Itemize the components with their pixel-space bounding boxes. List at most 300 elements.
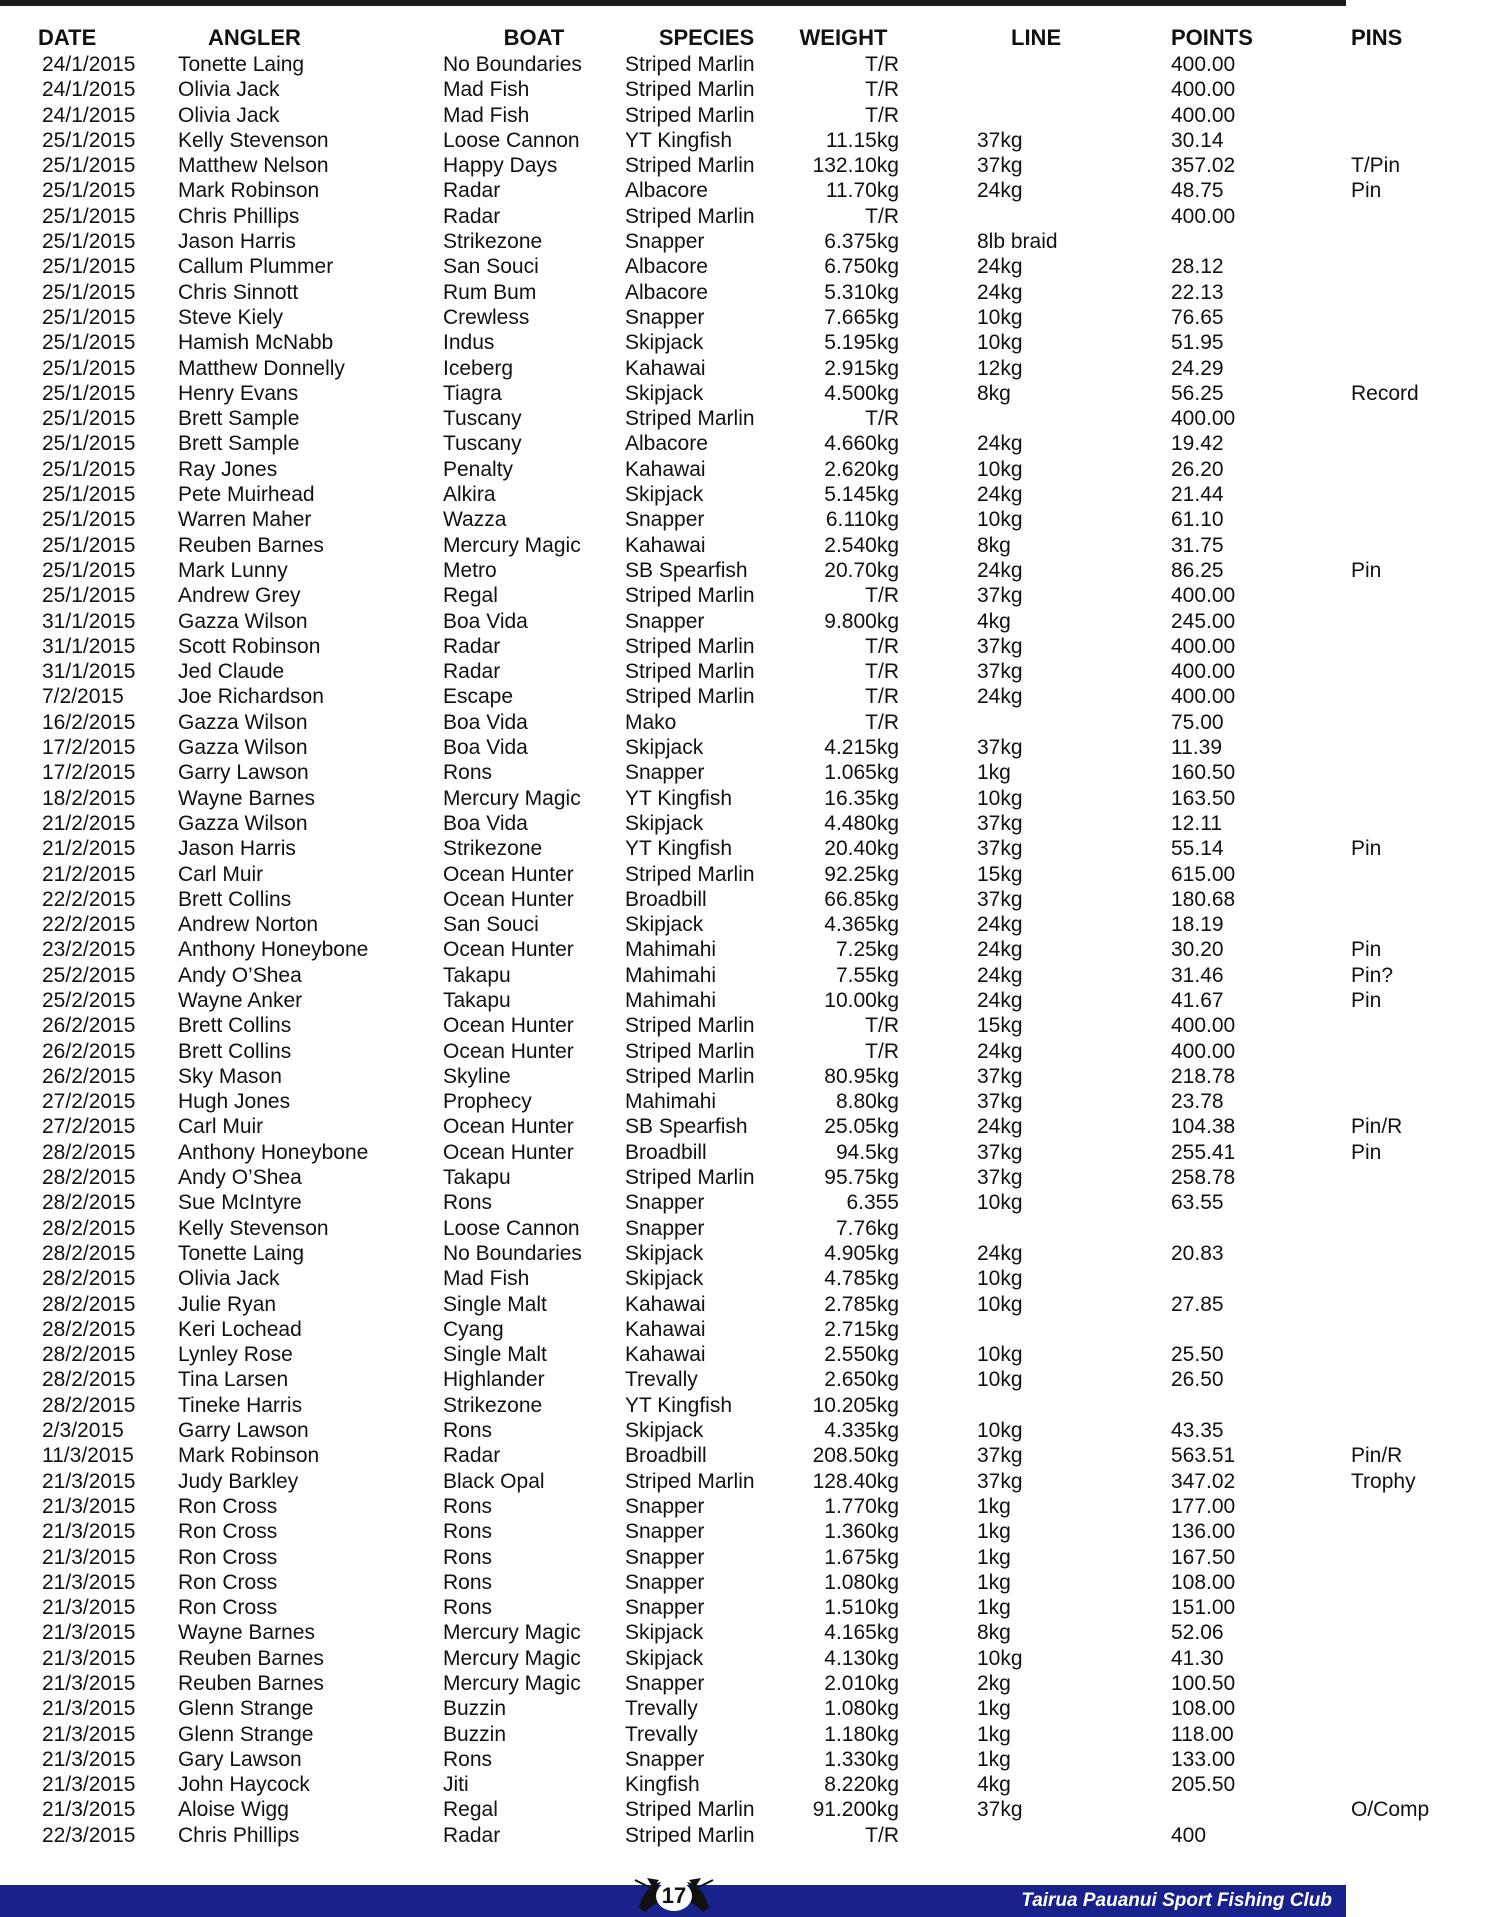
cell-line: 37kg bbox=[977, 1090, 1023, 1114]
cell-boat: Rons bbox=[443, 1419, 493, 1443]
cell-date: 23/2/2015 bbox=[42, 938, 136, 962]
cell-points: 25.50 bbox=[1171, 1343, 1224, 1367]
table-header-row bbox=[30, 24, 1511, 52]
cell-angler: Garry Lawson bbox=[178, 761, 309, 785]
cell-species: Skipjack bbox=[625, 1419, 704, 1443]
table-row bbox=[30, 254, 1511, 279]
table-row bbox=[30, 1646, 1511, 1671]
cell-date: 25/1/2015 bbox=[42, 204, 136, 228]
table-row bbox=[30, 684, 1511, 709]
cell-points: 400.00 bbox=[1171, 1039, 1236, 1063]
cell-points: 12.11 bbox=[1171, 811, 1222, 835]
cell-weight: 128.40kg bbox=[812, 1469, 899, 1493]
cell-angler: Gary Lawson bbox=[178, 1747, 302, 1771]
cell-points: 52.06 bbox=[1171, 1621, 1224, 1645]
cell-weight: 7.665kg bbox=[824, 305, 899, 329]
cell-weight: 5.145kg bbox=[824, 483, 899, 507]
cell-boat: Ocean Hunter bbox=[443, 938, 574, 962]
cell-pins bbox=[1311, 609, 1511, 634]
cell-line: 24kg bbox=[977, 1115, 1023, 1139]
cell-date: 31/1/2015 bbox=[42, 634, 136, 658]
cell-weight: 2.620kg bbox=[824, 457, 899, 481]
cell-points: 205.50 bbox=[1171, 1773, 1236, 1797]
cell-points: 400.00 bbox=[1171, 660, 1236, 684]
table-row bbox=[30, 937, 1511, 962]
cell-line: 24kg bbox=[977, 988, 1023, 1012]
table-row bbox=[30, 912, 1511, 937]
cell-species: Striped Marlin bbox=[625, 53, 755, 76]
cell-date: 28/2/2015 bbox=[42, 1216, 136, 1240]
table-row bbox=[30, 204, 1511, 229]
cell-angler: Matthew Donnelly bbox=[178, 356, 345, 380]
cell-date: 25/1/2015 bbox=[42, 280, 136, 304]
cell-weight: 10.205kg bbox=[812, 1393, 899, 1417]
cell-pins bbox=[1311, 583, 1511, 608]
cell-pins bbox=[1311, 811, 1511, 836]
cell-pins bbox=[1311, 1064, 1511, 1089]
cell-date: 27/2/2015 bbox=[42, 1115, 136, 1139]
cell-angler: Kelly Stevenson bbox=[178, 128, 329, 152]
cell-pins bbox=[1311, 431, 1511, 456]
cell-line bbox=[899, 406, 1171, 431]
cell-species: Albacore bbox=[625, 255, 708, 279]
cell-species: Skipjack bbox=[625, 483, 704, 507]
cell-points: 177.00 bbox=[1171, 1494, 1236, 1518]
table-row bbox=[30, 1165, 1511, 1190]
cell-weight: 6.355 bbox=[846, 1191, 899, 1215]
table-row bbox=[30, 77, 1511, 102]
cell-weight: 10.00kg bbox=[824, 988, 899, 1012]
cell-pins bbox=[1311, 735, 1511, 760]
cell-weight: 9.800kg bbox=[824, 609, 899, 633]
cell-points bbox=[1171, 1393, 1311, 1418]
cell-date: 25/2/2015 bbox=[42, 988, 136, 1012]
column-header-pins: PINS bbox=[1351, 25, 1403, 50]
cell-pins: Pin? bbox=[1351, 963, 1394, 987]
cell-pins bbox=[1311, 1671, 1511, 1696]
cell-boat: Prophecy bbox=[443, 1090, 532, 1114]
table-row bbox=[30, 1772, 1511, 1797]
cell-date: 21/3/2015 bbox=[42, 1494, 136, 1518]
cell-weight: 1.080kg bbox=[824, 1570, 899, 1594]
cell-date: 28/2/2015 bbox=[42, 1140, 136, 1164]
cell-angler: Joe Richardson bbox=[178, 685, 324, 709]
cell-points: 118.00 bbox=[1171, 1722, 1234, 1746]
cell-weight: 7.55kg bbox=[835, 963, 899, 987]
cell-boat: Escape bbox=[443, 685, 514, 709]
cell-species: Snapper bbox=[625, 1216, 705, 1240]
cell-line bbox=[899, 52, 1171, 77]
cell-line: 24kg bbox=[977, 938, 1023, 962]
cell-date: 21/2/2015 bbox=[42, 837, 136, 861]
cell-points: 75.00 bbox=[1171, 710, 1224, 734]
table-row bbox=[30, 963, 1511, 988]
cell-boat: Rum Bum bbox=[443, 280, 537, 304]
table-row bbox=[30, 1797, 1511, 1822]
cell-date: 21/3/2015 bbox=[42, 1520, 136, 1544]
cell-date: 25/1/2015 bbox=[42, 407, 136, 431]
cell-angler: Olivia Jack bbox=[178, 78, 280, 102]
cell-angler: John Haycock bbox=[178, 1773, 310, 1797]
cell-points bbox=[1171, 1266, 1311, 1291]
cell-angler: Ron Cross bbox=[178, 1570, 278, 1594]
cell-line: 15kg bbox=[977, 1014, 1023, 1038]
cell-line: 4kg bbox=[977, 1773, 1011, 1797]
cell-angler: Chris Sinnott bbox=[178, 280, 299, 304]
cell-species: Snapper bbox=[625, 1596, 705, 1620]
cell-line: 24kg bbox=[977, 483, 1023, 507]
table-row bbox=[30, 406, 1511, 431]
cell-boat: Mad Fish bbox=[443, 78, 530, 102]
cell-points: 245.00 bbox=[1171, 609, 1236, 633]
cell-points: 100.50 bbox=[1171, 1672, 1236, 1695]
cell-angler: Warren Maher bbox=[178, 508, 312, 532]
table-row bbox=[30, 1089, 1511, 1114]
cell-pins bbox=[1311, 457, 1511, 482]
cell-weight: T/R bbox=[865, 660, 899, 684]
cell-angler: Ron Cross bbox=[178, 1596, 278, 1620]
cell-boat: Buzzin bbox=[443, 1722, 507, 1746]
cell-species: Snapper bbox=[625, 1570, 705, 1594]
cell-weight: 2.650kg bbox=[824, 1368, 899, 1392]
cell-date: 25/1/2015 bbox=[42, 154, 136, 178]
cell-angler: Garry Lawson bbox=[178, 1419, 309, 1443]
cell-line: 24kg bbox=[977, 1039, 1023, 1063]
cell-pins bbox=[1311, 710, 1511, 735]
cell-line: 10kg bbox=[977, 1419, 1023, 1443]
cell-boat: Strikezone bbox=[443, 230, 543, 254]
cell-angler: Callum Plummer bbox=[178, 255, 334, 279]
cell-angler: Andy O’Shea bbox=[178, 963, 302, 987]
cell-line: 37kg bbox=[977, 736, 1023, 760]
table-row bbox=[30, 431, 1511, 456]
cell-date: 26/2/2015 bbox=[42, 1014, 136, 1038]
cell-weight: 4.335kg bbox=[824, 1419, 899, 1443]
cell-boat: Black Opal bbox=[443, 1469, 545, 1493]
cell-angler: Chris Phillips bbox=[178, 1823, 300, 1847]
cell-angler: Glenn Strange bbox=[178, 1697, 314, 1721]
cell-date: 21/3/2015 bbox=[42, 1596, 136, 1620]
cell-angler: Brett Collins bbox=[178, 1039, 292, 1063]
cell-pins bbox=[1311, 1772, 1511, 1797]
cell-boat: Crewless bbox=[443, 305, 530, 329]
table-row bbox=[30, 1039, 1511, 1064]
table-row bbox=[30, 305, 1511, 330]
cell-weight: T/R bbox=[865, 204, 899, 228]
cell-points bbox=[1171, 1797, 1311, 1822]
cell-pins bbox=[1311, 659, 1511, 684]
cell-species: Albacore bbox=[625, 179, 708, 203]
cell-date: 28/2/2015 bbox=[42, 1267, 136, 1291]
cell-points: 400.00 bbox=[1171, 53, 1236, 76]
cell-pins bbox=[1311, 1190, 1511, 1215]
cell-species: Striped Marlin bbox=[625, 103, 755, 127]
cell-points: 43.35 bbox=[1171, 1419, 1224, 1443]
cell-boat: Radar bbox=[443, 204, 501, 228]
cell-line: 8kg bbox=[977, 381, 1011, 405]
cell-boat: No Boundaries bbox=[443, 1241, 582, 1265]
cell-points: 167.50 bbox=[1171, 1545, 1236, 1569]
cell-species: Snapper bbox=[625, 1494, 705, 1518]
cell-points: 400.00 bbox=[1171, 584, 1236, 608]
cell-angler: Brett Collins bbox=[178, 1014, 292, 1038]
column-header-line: LINE bbox=[1011, 25, 1062, 50]
table-row bbox=[30, 634, 1511, 659]
table-row bbox=[30, 103, 1511, 128]
cell-points: 30.14 bbox=[1171, 128, 1224, 152]
cell-weight: 5.195kg bbox=[824, 331, 899, 355]
cell-points: 28.12 bbox=[1171, 255, 1224, 279]
cell-species: Striped Marlin bbox=[625, 1014, 755, 1038]
cell-species: SB Spearfish bbox=[625, 1115, 748, 1139]
cell-date: 24/1/2015 bbox=[42, 53, 136, 76]
cell-date: 24/1/2015 bbox=[42, 103, 136, 127]
cell-species: Striped Marlin bbox=[625, 1166, 755, 1190]
cell-points: 76.65 bbox=[1171, 305, 1224, 329]
cell-weight: 7.76kg bbox=[835, 1216, 899, 1240]
cell-line: 37kg bbox=[977, 128, 1023, 152]
cell-species: Snapper bbox=[625, 761, 705, 785]
cell-weight: 4.905kg bbox=[824, 1241, 899, 1265]
cell-pins bbox=[1311, 482, 1511, 507]
table-row bbox=[30, 609, 1511, 634]
cell-points: 61.10 bbox=[1171, 508, 1224, 532]
cell-species: Albacore bbox=[625, 280, 708, 304]
cell-date: 7/2/2015 bbox=[42, 685, 124, 709]
cell-species: Kahawai bbox=[625, 356, 706, 380]
cell-line: 24kg bbox=[977, 963, 1023, 987]
cell-date: 27/2/2015 bbox=[42, 1090, 136, 1114]
cell-boat: Strikezone bbox=[443, 1393, 543, 1417]
table-row bbox=[30, 381, 1511, 406]
cell-boat: Strikezone bbox=[443, 837, 543, 861]
cell-line: 24kg bbox=[977, 280, 1023, 304]
cell-species: Skipjack bbox=[625, 913, 704, 937]
table-row bbox=[30, 1367, 1511, 1392]
cell-species: Skipjack bbox=[625, 1241, 704, 1265]
cell-pins: Record bbox=[1351, 381, 1419, 405]
cell-points: 51.95 bbox=[1171, 331, 1224, 355]
cell-weight: T/R bbox=[865, 103, 899, 127]
cell-date: 21/3/2015 bbox=[42, 1469, 136, 1493]
cell-pins bbox=[1311, 1013, 1511, 1038]
cell-line: 10kg bbox=[977, 305, 1023, 329]
cell-date: 28/2/2015 bbox=[42, 1166, 136, 1190]
cell-boat: Mercury Magic bbox=[443, 533, 581, 557]
table-row bbox=[30, 1216, 1511, 1241]
table-row bbox=[30, 1570, 1511, 1595]
column-header-points: POINTS bbox=[1171, 25, 1253, 50]
cell-weight: T/R bbox=[865, 685, 899, 709]
cell-date: 28/2/2015 bbox=[42, 1343, 136, 1367]
cell-angler: Tina Larsen bbox=[178, 1368, 289, 1392]
cell-species: Striped Marlin bbox=[625, 154, 755, 178]
cell-species: Striped Marlin bbox=[625, 1039, 755, 1063]
cell-species: Striped Marlin bbox=[625, 862, 755, 886]
cell-line: 2kg bbox=[977, 1672, 1011, 1695]
cell-weight: 1.675kg bbox=[824, 1545, 899, 1569]
cell-pins bbox=[1311, 1089, 1511, 1114]
cell-boat: Takapu bbox=[443, 988, 511, 1012]
cell-boat: Rons bbox=[443, 761, 493, 785]
table-row bbox=[30, 457, 1511, 482]
cell-weight: 2.715kg bbox=[824, 1317, 899, 1341]
cell-points: 400.00 bbox=[1171, 78, 1236, 102]
cell-date: 21/2/2015 bbox=[42, 811, 136, 835]
cell-date: 22/3/2015 bbox=[42, 1823, 136, 1847]
cell-date: 24/1/2015 bbox=[42, 78, 136, 102]
cell-pins bbox=[1311, 330, 1511, 355]
cell-boat: Boa Vida bbox=[443, 609, 528, 633]
cell-angler: Olivia Jack bbox=[178, 103, 280, 127]
cell-line: 37kg bbox=[977, 811, 1023, 835]
cell-weight: 6.110kg bbox=[825, 508, 899, 532]
cell-line: 15kg bbox=[977, 862, 1023, 886]
cell-angler: Anthony Honeybone bbox=[178, 1140, 369, 1164]
cell-line: 10kg bbox=[977, 786, 1023, 810]
cell-angler: Keri Lochead bbox=[178, 1317, 302, 1341]
cell-points: 56.25 bbox=[1171, 381, 1224, 405]
cell-weight: 4.365kg bbox=[824, 913, 899, 937]
cell-points: 400.00 bbox=[1171, 103, 1236, 127]
table-row bbox=[30, 659, 1511, 684]
cell-species: Striped Marlin bbox=[625, 634, 755, 658]
cell-date: 21/3/2015 bbox=[42, 1773, 136, 1797]
cell-angler: Anthony Honeybone bbox=[178, 938, 369, 962]
cell-line: 10kg bbox=[977, 1267, 1023, 1291]
cell-pins bbox=[1311, 1165, 1511, 1190]
cell-angler: Reuben Barnes bbox=[178, 533, 324, 557]
cell-pins bbox=[1311, 1545, 1511, 1570]
cell-line: 1kg bbox=[977, 1570, 1011, 1594]
cell-angler: Tonette Laing bbox=[178, 1241, 305, 1265]
cell-boat: Mercury Magic bbox=[443, 1672, 581, 1695]
cell-boat: Alkira bbox=[443, 483, 496, 507]
cell-weight: 1.065kg bbox=[824, 761, 899, 785]
cell-line: 24kg bbox=[977, 179, 1023, 203]
table-row bbox=[30, 862, 1511, 887]
table-row bbox=[30, 887, 1511, 912]
cell-pins bbox=[1311, 305, 1511, 330]
cell-date: 25/1/2015 bbox=[42, 381, 136, 405]
table-row bbox=[30, 583, 1511, 608]
cell-date: 28/2/2015 bbox=[42, 1292, 136, 1316]
cell-points: 151.00 bbox=[1171, 1596, 1236, 1620]
cell-pins bbox=[1311, 912, 1511, 937]
cell-points: 218.78 bbox=[1171, 1064, 1236, 1088]
cell-weight: 20.70kg bbox=[824, 558, 899, 582]
cell-date: 21/3/2015 bbox=[42, 1697, 136, 1721]
cell-species: Broadbill bbox=[625, 887, 707, 911]
cell-line: 37kg bbox=[977, 634, 1023, 658]
cell-pins bbox=[1311, 280, 1511, 305]
cell-points: 400.00 bbox=[1171, 634, 1236, 658]
table-row bbox=[30, 760, 1511, 785]
table-row bbox=[30, 1418, 1511, 1443]
cell-points: 615.00 bbox=[1171, 862, 1236, 886]
cell-boat: Ocean Hunter bbox=[443, 1140, 574, 1164]
cell-angler: Wayne Anker bbox=[178, 988, 303, 1012]
cell-line bbox=[899, 1317, 1171, 1342]
cell-boat: Mercury Magic bbox=[443, 1646, 581, 1670]
cell-species: Striped Marlin bbox=[625, 78, 755, 102]
cell-pins: Pin bbox=[1351, 558, 1382, 582]
cell-angler: Henry Evans bbox=[178, 381, 299, 405]
cell-date: 22/2/2015 bbox=[42, 887, 136, 911]
cell-boat: San Souci bbox=[443, 255, 539, 279]
cell-boat: San Souci bbox=[443, 913, 539, 937]
cell-boat: Highlander bbox=[443, 1368, 545, 1392]
cell-points: 258.78 bbox=[1171, 1166, 1236, 1190]
cell-weight: 1.510kg bbox=[824, 1596, 899, 1620]
cell-boat: Tuscany bbox=[443, 432, 522, 456]
cell-points bbox=[1171, 1216, 1311, 1241]
cell-angler: Julie Ryan bbox=[178, 1292, 277, 1316]
cell-boat: Single Malt bbox=[443, 1292, 547, 1316]
cell-pins bbox=[1311, 229, 1511, 254]
cell-line: 37kg bbox=[977, 660, 1023, 684]
cell-pins bbox=[1311, 684, 1511, 709]
cell-species: Skipjack bbox=[625, 1621, 704, 1645]
cell-pins bbox=[1311, 1823, 1511, 1848]
cell-angler: Andrew Grey bbox=[178, 584, 301, 608]
cell-angler: Gazza Wilson bbox=[178, 811, 308, 835]
cell-angler: Ron Cross bbox=[178, 1494, 278, 1518]
cell-species: Snapper bbox=[625, 1747, 705, 1771]
cell-points: 400.00 bbox=[1171, 204, 1236, 228]
cell-date: 25/2/2015 bbox=[42, 963, 136, 987]
table-row bbox=[30, 1241, 1511, 1266]
table-row bbox=[30, 1595, 1511, 1620]
cell-angler: Andy O’Shea bbox=[178, 1166, 302, 1190]
cell-points: 133.00 bbox=[1171, 1747, 1236, 1771]
cell-date: 26/2/2015 bbox=[42, 1039, 136, 1063]
cell-boat: Rons bbox=[443, 1545, 493, 1569]
cell-line: 1kg bbox=[977, 1697, 1011, 1721]
cell-pins bbox=[1311, 634, 1511, 659]
cell-points: 20.83 bbox=[1171, 1241, 1224, 1265]
cell-points: 347.02 bbox=[1171, 1469, 1236, 1493]
cell-date: 25/1/2015 bbox=[42, 508, 136, 532]
table-row bbox=[30, 356, 1511, 381]
cell-line: 37kg bbox=[977, 1798, 1023, 1822]
cell-line: 8kg bbox=[977, 1621, 1011, 1645]
cell-weight: 8.80kg bbox=[835, 1090, 899, 1114]
table-row bbox=[30, 1494, 1511, 1519]
cell-points: 26.50 bbox=[1171, 1368, 1224, 1392]
cell-date: 25/1/2015 bbox=[42, 533, 136, 557]
page-number: 17 bbox=[656, 1881, 692, 1911]
cell-angler: Mark Robinson bbox=[178, 179, 320, 203]
cell-weight: T/R bbox=[865, 710, 899, 734]
cell-date: 31/1/2015 bbox=[42, 660, 136, 684]
cell-species: Trevally bbox=[625, 1368, 698, 1392]
cell-species: Kahawai bbox=[625, 1292, 706, 1316]
table-row bbox=[30, 280, 1511, 305]
cell-pins: Pin bbox=[1351, 179, 1382, 203]
cell-weight: 80.95kg bbox=[824, 1064, 899, 1088]
cell-pins bbox=[1311, 1367, 1511, 1392]
cell-line: 1kg bbox=[977, 1722, 1011, 1746]
cell-weight: T/R bbox=[865, 584, 899, 608]
cell-species: YT Kingfish bbox=[625, 128, 732, 152]
cell-boat: Radar bbox=[443, 179, 501, 203]
cell-angler: Carl Muir bbox=[178, 862, 264, 886]
cell-boat: Mad Fish bbox=[443, 1267, 530, 1291]
cell-points: 108.00 bbox=[1171, 1570, 1236, 1594]
cell-points: 31.46 bbox=[1171, 963, 1224, 987]
cell-date: 28/2/2015 bbox=[42, 1368, 136, 1392]
